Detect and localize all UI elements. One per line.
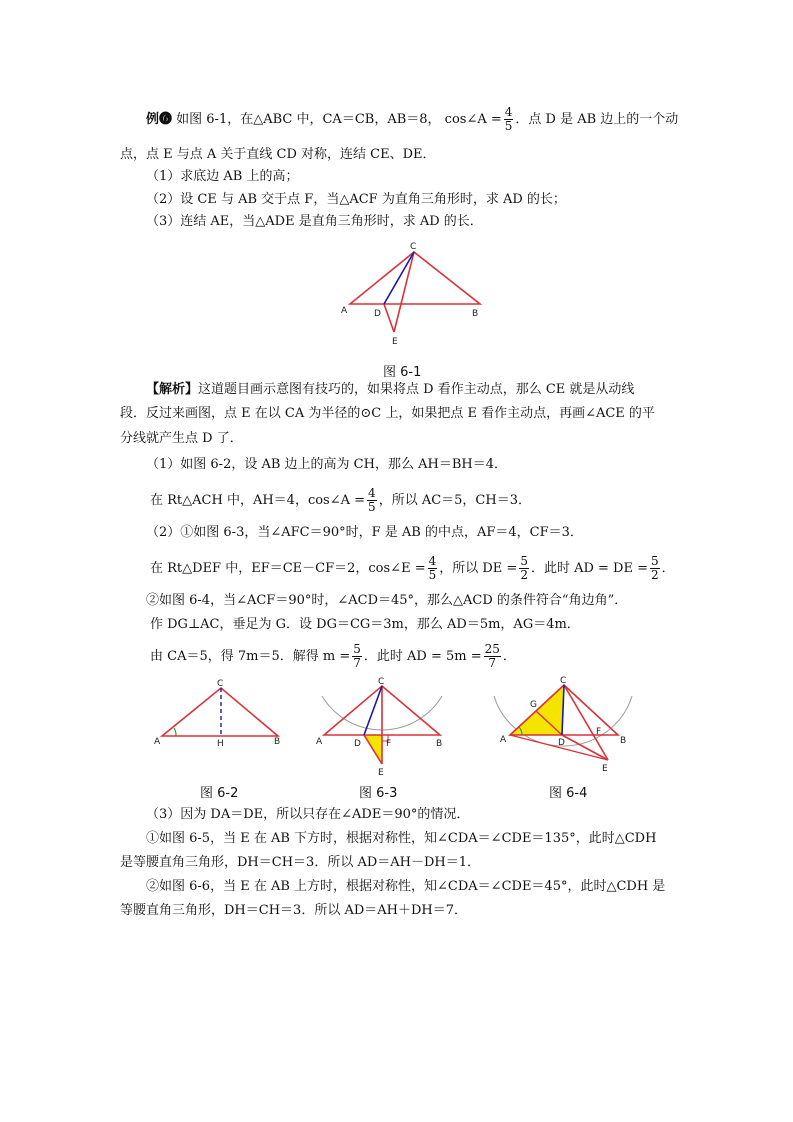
solution-line-1: 【解析】这道题目画示意图有技巧的，如果将点 D 看作主动点，那么 CE 就是从动线 [146, 382, 635, 397]
part2-b: 在 Rt△DEF 中，EF＝CE－CF＝2，cos∠E = $\frac{4}{5}$ ，所以 DE = $\frac{5}{2}$ ．此时 AD = DE = $\frac{5}{2}$ ． [150, 554, 675, 582]
label-H: H [217, 739, 224, 748]
part1-b: 在 Rt△ACH 中，AH＝4，cos∠A = $\frac{4}{5}$ ，所以 AC＝5，CH＝3． [150, 486, 531, 514]
label-E: E [392, 337, 398, 347]
example-label: 例❻ [146, 112, 173, 127]
label-D: D [558, 738, 565, 748]
problem-line-2: 点，点 E 与点 A 关于直线 CD 对称，连结 CE、DE． [120, 147, 436, 162]
problem-line-1: 例❻ 如图 6-1，在△ABC 中，CA＝CB，AB＝8， cos∠A = $\frac{4}{5}$ ．点 D 是 AB 边上的一个动 [146, 105, 679, 133]
part2-a: （2）①如图 6-3，当∠AFC＝90°时，F 是 AB 的中点，AF＝4，CF＝3． [146, 525, 583, 540]
solution-head: 【解析】 [146, 382, 199, 397]
label-C: C [410, 242, 417, 252]
fraction: $\frac{5}{2}$ [520, 554, 528, 582]
label-F: F [596, 727, 602, 737]
figure-6-1 [338, 240, 488, 350]
label-A: A [500, 735, 507, 745]
part1-a: （1）如图 6-2，设 AB 边上的高为 CH，那么 AH＝BH＝4． [146, 457, 507, 472]
solution-line-3: 分线就产生点 D 了． [120, 431, 243, 446]
figure-6-2 [150, 678, 290, 748]
part2-c: ②如图 6-4，当∠ACF＝90°时，∠ACD＝45°，那么△ACD 的条件符合“角边角”． [146, 593, 628, 608]
fraction: $\frac{5}{2}$ [651, 554, 659, 582]
label-B: B [274, 737, 281, 747]
question-2: （2）设 CE 与 AB 交于点 F，当△ACF 为直角三角形时，求 AD 的长； [146, 192, 566, 207]
part3-c: 是等腰直角三角形，DH＝CH＝3．所以 AD＝AH－DH＝1． [120, 855, 481, 870]
part3-b: ①如图 6-5，当 E 在 AB 下方时，根据对称性，知∠CDA＝∠CDE＝135°，此时△CDH [146, 831, 657, 846]
figure-6-3 [308, 676, 458, 781]
caption-6-1: 图 6-1 [383, 365, 422, 380]
caption-6-3: 图 6-3 [359, 786, 398, 801]
caption-6-2: 图 6-2 [200, 786, 239, 801]
label-A: A [316, 737, 323, 747]
label-C: C [217, 679, 224, 689]
solution-line-2: 段．反过来画图，点 E 在以 CA 为半径的⊙C 上，如果把点 E 看作主动点，再画∠ACE 的平 [120, 406, 655, 421]
part3-e: 等腰直角三角形，DH＝CH＝3．所以 AD＝AH＋DH＝7． [120, 903, 468, 918]
part3-d: ②如图 6-6，当 E 在 AB 上方时，根据对称性，知∠CDA＝∠CDE＝45°，此时△CDH 是 [146, 879, 666, 894]
label-A: A [154, 737, 161, 747]
question-1: （1）求底边 AB 上的高； [146, 169, 299, 184]
label-D: D [354, 739, 361, 749]
label-G: G [530, 700, 537, 710]
question-3: （3）连结 AE，当△ADE 是直角三角形时，求 AD 的长． [146, 214, 483, 229]
label-C: C [560, 676, 567, 686]
label-B: B [620, 736, 627, 746]
fraction: $\frac{25}{7}$ [484, 642, 500, 670]
label-A: A [341, 306, 348, 316]
fraction: $\frac{4}{5}$ [368, 486, 376, 514]
label-B: B [472, 309, 479, 319]
label-F: F [386, 739, 392, 749]
label-D: D [374, 309, 381, 319]
label-E: E [602, 764, 608, 774]
label-C: C [378, 677, 385, 687]
label-B: B [436, 739, 443, 749]
fraction: $\frac{5}{7}$ [353, 642, 361, 670]
fraction: $\frac{4}{5}$ [428, 554, 437, 582]
part2-d: 作 DG⊥AC，垂足为 G．设 DG＝CG＝3m，那么 AD＝5m，AG＝4m． [150, 617, 580, 632]
fraction: $\frac{4}{5}$ [504, 105, 513, 133]
part3-a: （3）因为 DA＝DE，所以只存在∠ADE＝90°的情况． [146, 807, 470, 822]
part2-e: 由 CA＝5，得 7m＝5．解得 m = $\frac{5}{7}$ ．此时 AD = 5m = $\frac{25}{7}$ ． [150, 642, 516, 670]
caption-6-4: 图 6-4 [549, 786, 588, 801]
figure-6-4 [488, 674, 638, 774]
label-E: E [378, 768, 384, 778]
